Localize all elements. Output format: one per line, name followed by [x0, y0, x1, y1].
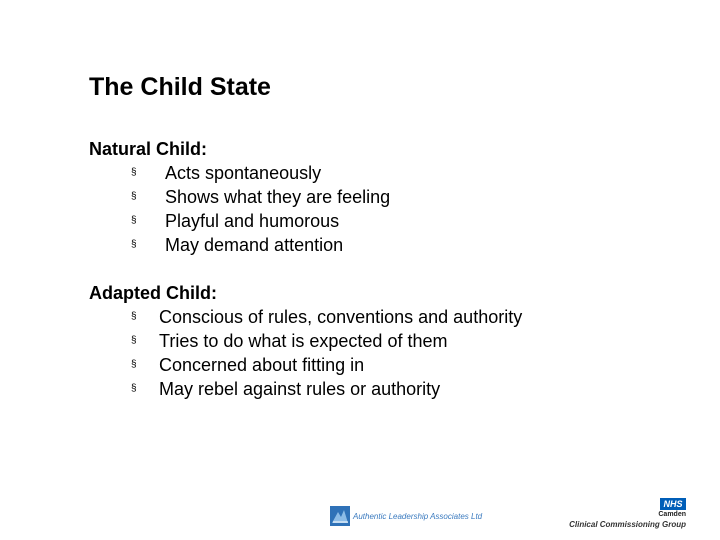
list-item	[89, 233, 344, 257]
bullet-marker: §	[131, 359, 137, 370]
section-heading: Natural Child:	[89, 139, 208, 159]
bullet-marker: §	[131, 215, 137, 226]
natural-child-section	[89, 137, 391, 257]
ala-logo-icon	[330, 506, 350, 526]
list-item	[89, 329, 448, 353]
adapted-child-section	[89, 281, 523, 401]
bullet-text: Tries to do what is expected of them	[159, 331, 448, 351]
bullet-list	[89, 161, 391, 257]
list-item	[89, 185, 391, 209]
bullet-text: Playful and humorous	[165, 211, 340, 231]
list-item	[89, 305, 523, 329]
nhs-badge: NHS	[660, 498, 686, 510]
list-item	[89, 353, 365, 377]
list-item	[89, 161, 322, 185]
bullet-text: Acts spontaneously	[165, 163, 322, 183]
bullet-marker: §	[131, 311, 137, 322]
list-item	[89, 377, 441, 401]
bullet-text: May demand attention	[165, 235, 344, 255]
slide-title: The Child State	[89, 73, 271, 101]
bullet-text: Shows what they are feeling	[165, 187, 391, 207]
bullet-text: Conscious of rules, conventions and authority	[159, 307, 523, 327]
ala-logo	[330, 505, 482, 527]
ala-logo-text: Authentic Leadership Associates Ltd	[353, 511, 483, 521]
bullet-marker: §	[131, 191, 137, 202]
bullet-text: Concerned about fitting in	[159, 355, 365, 375]
nhs-camden-ccg-logo	[560, 498, 686, 532]
list-item	[89, 209, 340, 233]
nhs-ccg-name: Clinical Commissioning Group	[569, 520, 686, 529]
bullet-list	[89, 305, 523, 401]
bullet-marker: §	[131, 335, 137, 346]
bullet-marker: §	[131, 239, 137, 250]
bullet-text: May rebel against rules or authority	[159, 379, 441, 399]
nhs-org-name: Camden	[658, 511, 686, 518]
section-heading: Adapted Child:	[89, 283, 217, 303]
bullet-marker: §	[131, 167, 137, 178]
bullet-marker: §	[131, 383, 137, 394]
